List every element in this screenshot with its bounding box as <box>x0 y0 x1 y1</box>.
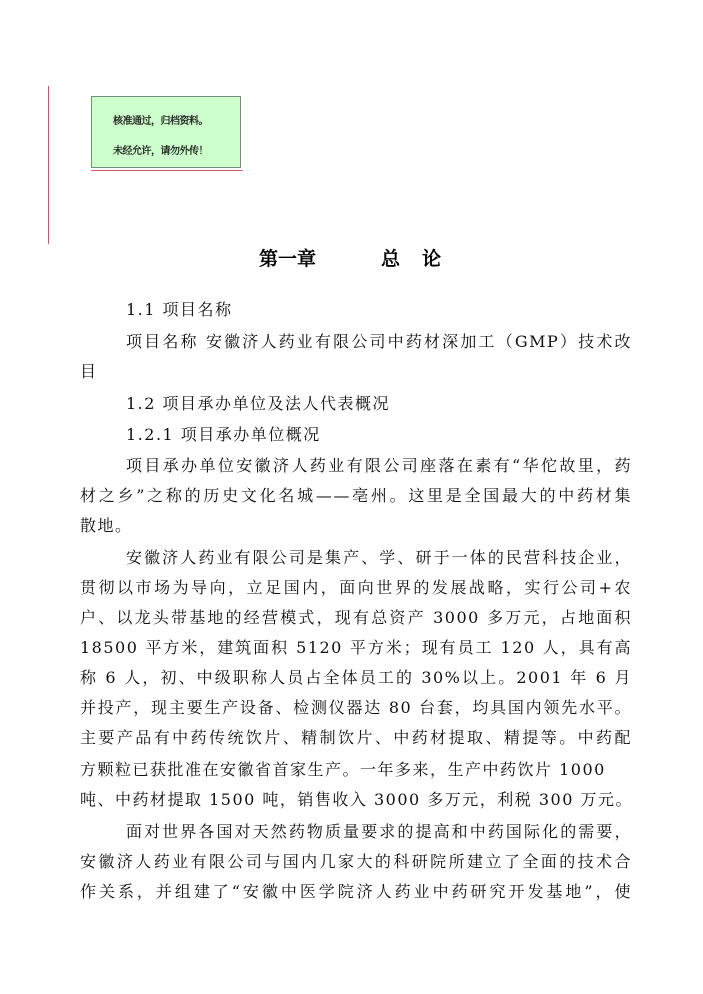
para2-line3: 户、以龙头带基地的经营模式，现有总资产 3000 多万元，占地面积 <box>80 608 632 627</box>
para2-line7: 主要产品有中药传统饮片、精制饮片、中药材提取、精提等。中药配 <box>80 728 632 747</box>
chapter-number: 第一章 <box>259 248 317 270</box>
margin-revision-bar <box>48 86 49 244</box>
para2-line4: 18500 平方米，建筑面积 5120 平方米；现有员工 120 人，具有高 <box>80 638 632 657</box>
project-name-line2: 目 <box>80 362 98 381</box>
para2-line8: 方颗粒已获批准在安徽省首家生产。一年多来，生产中药饮片 1000 <box>80 760 606 779</box>
para2-line9: 吨、中药材提取 1500 吨，销售收入 3000 多万元，利税 300 万元。 <box>80 790 633 809</box>
para3-line1: 面对世界各国对天然药物质量要求的提高和中药国际化的需要， <box>126 822 632 841</box>
para3-line2: 安徽济人药业有限公司与国内几家大的科研院所建立了全面的技术合 <box>80 852 632 871</box>
notice-underline <box>91 170 243 171</box>
section-1-2-1-heading: 1.2.1 项目承办单位概况 <box>126 425 321 444</box>
para2-line1: 安徽济人药业有限公司是集产、学、研于一体的民营科技企业， <box>126 548 632 567</box>
project-name-line1: 项目名称 安徽济人药业有限公司中药材深加工（GMP）技术改 <box>126 332 632 351</box>
para2-line5: 称 6 人，初、中级职称人员占全体员工的 30%以上。2001 年 6 月 <box>80 668 632 687</box>
para1-line2: 材之乡”之称的历史文化名城——亳州。这里是全国最大的中药材集 <box>80 486 632 505</box>
notice-line-approved: 核准通过，归档资料。 <box>113 116 208 127</box>
para1-line3: 散地。 <box>80 516 133 535</box>
para1-line1: 项目承办单位安徽济人药业有限公司座落在素有“华佗故里，药 <box>126 456 632 475</box>
para2-line6: 并投产，现主要生产设备、检测仪器达 80 台套，均具国内领先水平。 <box>80 698 632 717</box>
chapter-name: 总论 <box>381 248 464 270</box>
section-1-2-heading: 1.2 项目承办单位及法人代表概况 <box>126 394 391 413</box>
confidential-notice-box <box>91 96 241 168</box>
chapter-title <box>0 244 703 272</box>
section-1-1-heading: 1.1 项目名称 <box>126 300 233 319</box>
para3-line3: 作关系，并组建了“安徽中医学院济人药业中药研究开发基地”，使 <box>80 882 632 901</box>
para2-line2: 贯彻以市场为导向，立足国内，面向世界的发展战略，实行公司+农 <box>80 578 632 597</box>
notice-line-no-distribution: 未经允许，请勿外传！ <box>113 146 208 157</box>
